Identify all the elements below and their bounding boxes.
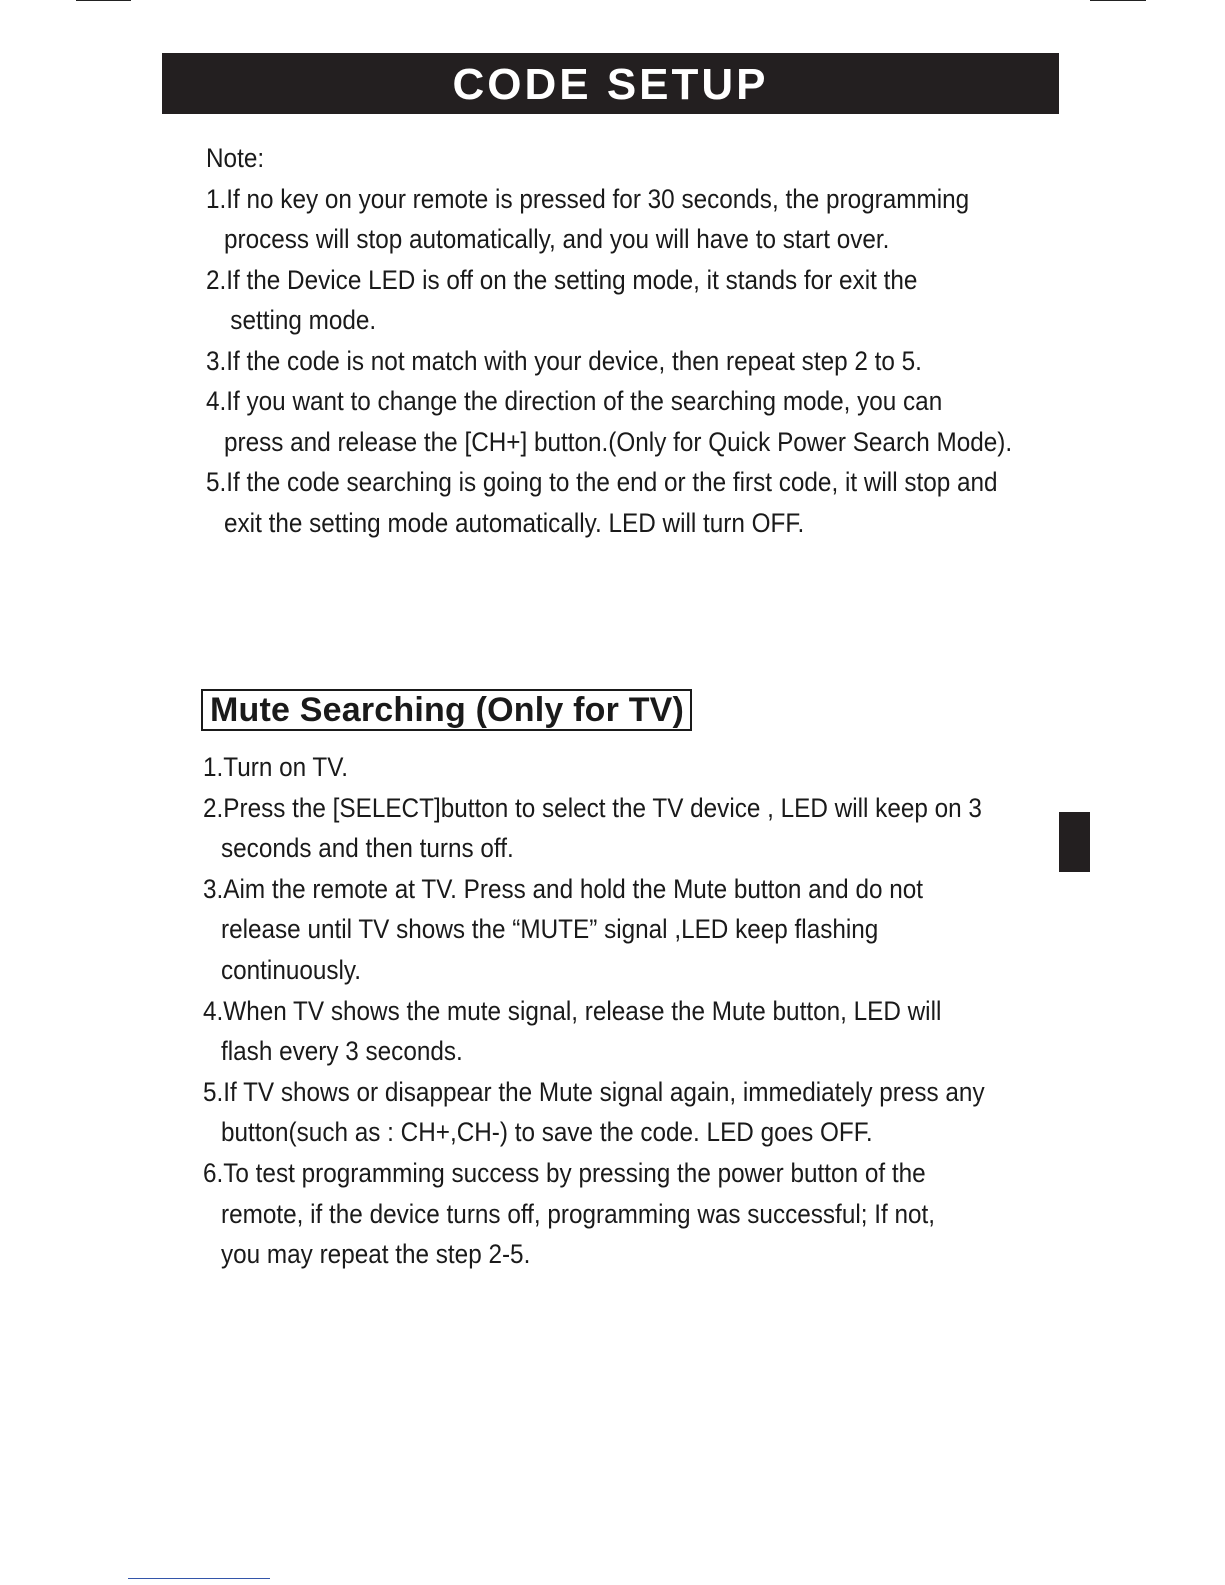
page-side-tab	[1059, 812, 1090, 872]
step-line: 3.Aim the remote at TV. Press and hold the Mute button and do not	[203, 873, 924, 904]
page-title: CODE SETUP	[452, 59, 769, 109]
step-line: continuously.	[221, 954, 362, 985]
header-bar	[162, 53, 1059, 114]
note-line: press and release the [CH+] button.(Only for Quick Power Search Mode).	[224, 426, 1013, 457]
note-line: 4.If you want to change the direction of the searching mode, you can	[206, 386, 943, 416]
notes-block	[206, 138, 1013, 543]
step-line: button(such as : CH+,CH-) to save the code. LED goes OFF.	[221, 1117, 873, 1148]
step-line: flash every 3 seconds.	[221, 1036, 463, 1067]
note-line: 2.If the Device LED is off on the setting mode, it stands for exit the	[206, 264, 918, 295]
step-line: you may repeat the step 2-5.	[221, 1239, 531, 1270]
step-line: 4.When TV shows the mute signal, release the Mute button, LED will	[203, 995, 942, 1026]
crop-mark-bottom-left	[128, 1578, 270, 1579]
note-line: 5.If the code searching is going to the end or the first code, it will stop and	[206, 467, 998, 497]
note-line: 1.If no key on your remote is pressed for 30 seconds, the programming	[206, 183, 970, 214]
note-line: process will stop automatically, and you will have to start over.	[224, 224, 890, 254]
step-line: 5.If TV shows or disappear the Mute signal again, immediately press any	[203, 1076, 985, 1107]
step-line: 6.To test programming success by pressing the power button of the	[203, 1157, 926, 1188]
mute-steps-block	[203, 747, 985, 1275]
note-line: setting mode.	[230, 305, 377, 335]
step-line: 2.Press the [SELECT]button to select the TV device , LED will keep on 3	[203, 792, 982, 823]
note-line: exit the setting mode automatically. LED will turn OFF.	[224, 507, 805, 538]
step-line: release until TV shows the “MUTE” signal ,LED keep flashing	[221, 914, 879, 945]
crop-mark-top-left	[76, 0, 131, 1]
step-line: remote, if the device turns off, programming was successful; If not,	[221, 1198, 936, 1229]
note-line: 3.If the code is not match with your device, then repeat step 2 to 5.	[206, 345, 922, 376]
step-line: 1.Turn on TV.	[203, 752, 348, 782]
section-heading-box	[201, 689, 692, 731]
crop-mark-top-right	[1090, 0, 1146, 1]
notes-heading: Note:	[206, 143, 265, 173]
step-line: seconds and then turns off.	[221, 833, 514, 864]
section-title: Mute Searching (Only for TV)	[210, 691, 685, 729]
